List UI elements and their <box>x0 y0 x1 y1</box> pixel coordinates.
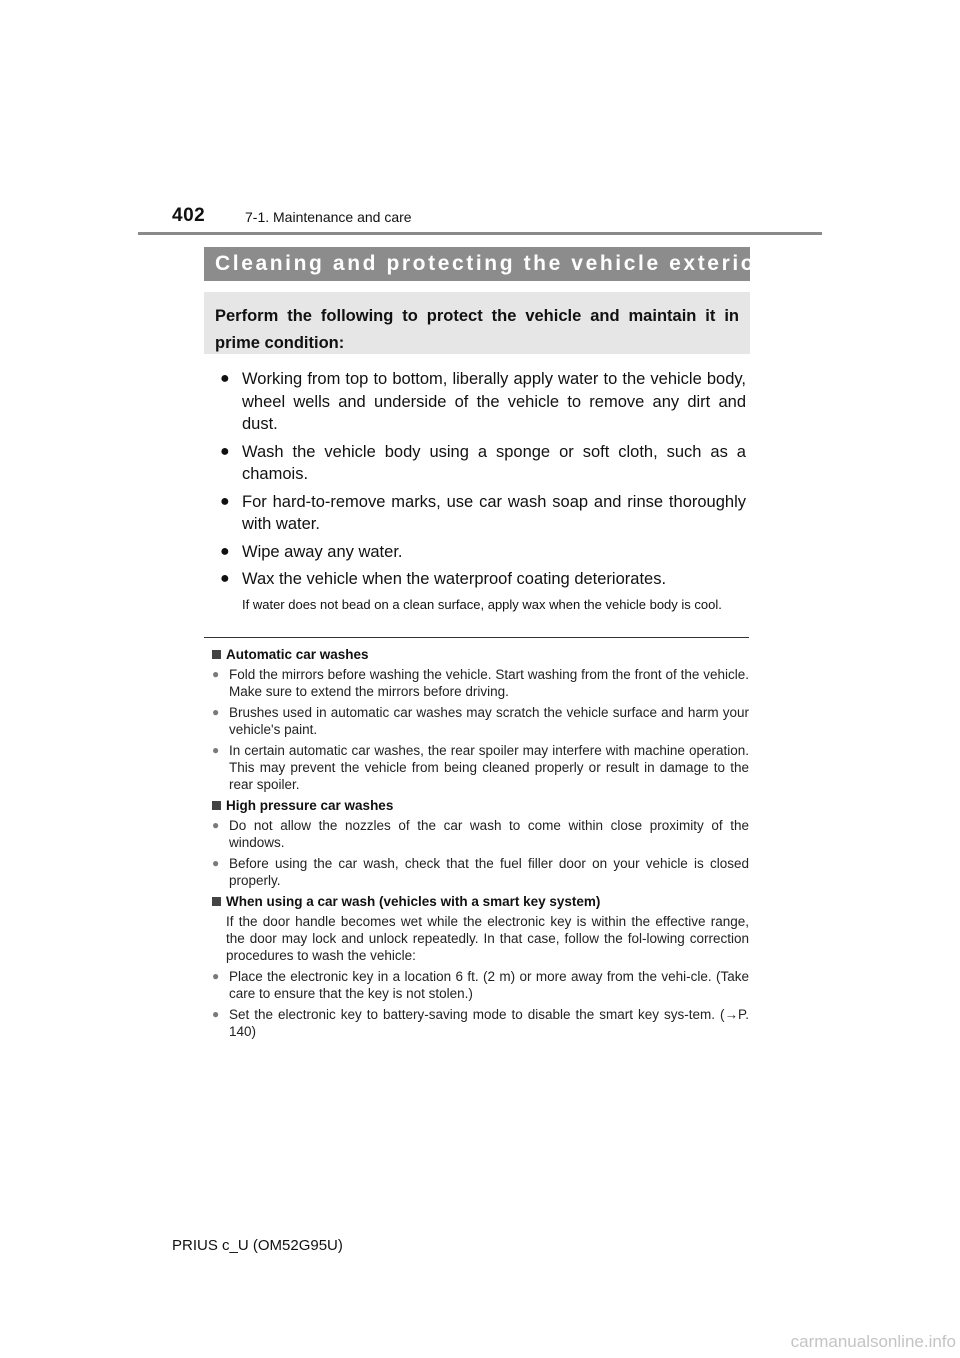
notes-section <box>212 646 749 1044</box>
small-circle-icon: ● <box>212 667 220 681</box>
step-text: Working from top to bottom, liberally apply water to the vehicle body, wheel wells and underside of the vehicle to remove any dirt and dust. <box>242 370 746 433</box>
header-rule <box>138 232 822 235</box>
small-circle-icon: ● <box>212 743 220 757</box>
note-text: Do not allow the nozzles of the car wash to come within close proximity of the windows. <box>229 818 749 850</box>
note-heading-smart-key <box>212 893 749 911</box>
list-item <box>220 541 746 564</box>
small-circle-icon: ● <box>212 705 220 719</box>
note-heading-text: Automatic car washes <box>226 647 369 662</box>
note-list-smart-key <box>212 968 749 1040</box>
note-text: Before using the car wash, check that the fuel filler door on your vehicle is closed properly. <box>229 856 749 888</box>
note-list-automatic <box>212 666 749 793</box>
step-text: For hard-to-remove marks, use car wash soap and rinse thoroughly with water. <box>242 492 746 533</box>
list-item <box>212 1006 749 1040</box>
step-note: If water does not bead on a clean surface, apply wax when the vehicle body is cool. <box>242 596 722 612</box>
small-circle-icon: ● <box>212 856 220 870</box>
list-item <box>212 666 749 700</box>
list-item <box>220 441 746 486</box>
watermark: carmanualsonline.info <box>790 1332 956 1351</box>
list-item <box>212 855 749 889</box>
filled-square-icon <box>212 801 221 810</box>
step-text: Wipe away any water. <box>242 542 403 561</box>
filled-circle-icon: ● <box>220 370 230 387</box>
notes-divider <box>204 637 749 638</box>
note-text: Set the electronic key to battery-saving mode to disable the smart key sys-tem. (→P. 140) <box>229 1007 749 1039</box>
list-item <box>212 742 749 793</box>
list-item <box>220 568 746 616</box>
filled-circle-icon: ● <box>220 570 230 587</box>
filled-circle-icon: ● <box>220 492 230 510</box>
note-heading-automatic <box>212 646 749 664</box>
note-list-high-pressure <box>212 817 749 889</box>
note-paragraph: If the door handle becomes wet while the electronic key is within the effective range, the door may lock and unlock repeatedly. In that case, follow the fol-lowing correction procedures to wash the vehicle: <box>226 914 749 963</box>
list-item <box>212 968 749 1002</box>
small-circle-icon: ● <box>212 969 220 983</box>
small-circle-icon: ● <box>212 1007 220 1021</box>
list-item <box>220 368 746 436</box>
page-title: Cleaning and protecting the vehicle exterior <box>215 252 767 275</box>
note-heading-high-pressure <box>212 797 749 815</box>
intro-box: Perform the following to protect the vehicle and maintain it in prime condition: <box>204 292 750 354</box>
note-text: In certain automatic car washes, the rear spoiler may interfere with machine operation. This may prevent the vehicle from being cleaned properly or result in damage to the rear spoiler. <box>229 743 749 792</box>
note-heading-text: High pressure car washes <box>226 798 394 813</box>
list-item <box>220 491 746 536</box>
note-heading-text: When using a car wash (vehicles with a smart key system) <box>226 894 601 909</box>
note-text: Place the electronic key in a location 6 ft. (2 m) or more away from the vehi-cle. (Take care to ensure that the key is not stolen.) <box>229 969 749 1001</box>
filled-circle-icon: ● <box>220 442 230 460</box>
list-item <box>212 704 749 738</box>
small-circle-icon: ● <box>212 818 220 832</box>
footer-model-code: PRIUS c_U (OM52G95U) <box>172 1237 343 1254</box>
filled-circle-icon: ● <box>220 542 230 560</box>
step-text: Wash the vehicle body using a sponge or soft cloth, such as a chamois. <box>242 442 746 483</box>
step-list <box>220 368 746 621</box>
list-item <box>212 817 749 851</box>
step-text: Wax the vehicle when the waterproof coating deteriorates. <box>242 570 667 588</box>
title-bar <box>204 247 767 281</box>
note-text: Fold the mirrors before washing the vehicle. Start washing from the front of the vehicle. Make sure to extend the mirrors before driving. <box>229 667 749 699</box>
section-name: 7-1. Maintenance and care <box>245 209 412 225</box>
note-text: Brushes used in automatic car washes may scratch the vehicle surface and harm your vehicle's paint. <box>229 705 749 737</box>
filled-square-icon <box>212 897 221 906</box>
page-number: 402 <box>172 205 206 226</box>
filled-square-icon <box>212 650 221 659</box>
